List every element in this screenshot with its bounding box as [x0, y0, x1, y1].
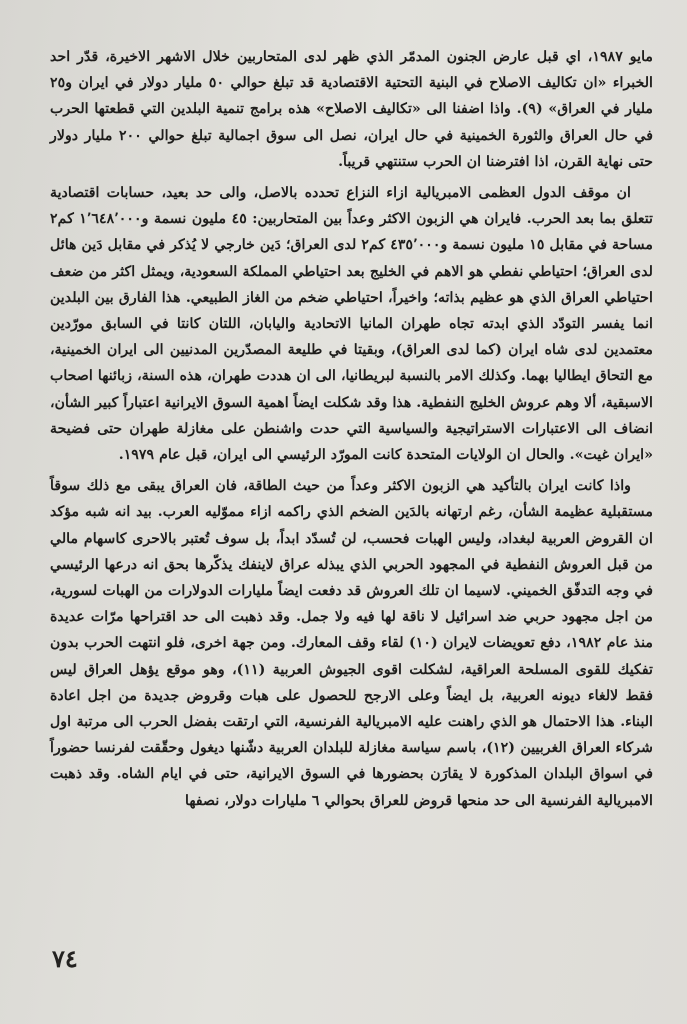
- paragraph-1: مايو ١٩٨٧، اي قبل عارض الجنون المدمّر الذي ظهر لدى المتحاربين خلال الاشهر الاخيرة، قدّر احد الخبراء «ان تكاليف الاصلاح في البنية التحتية الاقتصادية قد تبلغ حوالي ٥٠ مليار دولار في ايران و٢٥ مليار في العراق» (٩). واذا اضفنا الى «تكاليف الاصلاح» هذه برامج تنمية البلدين التي قطعتها الحرب في حال العراق والثورة الخمينية في حال ايران، نصل الى سوق اجمالية تبلغ حوالي ٢٠٠ مليار دولار حتى نهاية القرن، اذا افترضنا ان الحرب ستنتهي قريباً.: [50, 49, 654, 170]
- paragraph-2: ان موقف الدول العظمى الامبريالية ازاء النزاع تحدده بالاصل، والى حد بعيد، حسابات اقتصادية تتعلق بما بعد الحرب. فايران هي الزبون الاكثر وعداً بين المتحاربين: ٤٥ مليون نسمة و١٬٦٤٨٬٠٠٠ كم٢ مساحة في مقابل ١٥ مليون نسمة و٤٣٥٬٠٠٠ كم٢ لدى العراق؛ دَين خارجي لا يُذكر في مقابل دَين هائل لدى العراق؛ احتياطي نفطي هو الاهم في الخليج بعد احتياطي المملكة السعودية، ويمثل اكثر من ضعف احتياطي العراق الذي هو عظيم بذاته؛ واخيراً، احتياطي ضخم من الغاز الطبيعي. هذا الفارق بين البلدين انما يفسر التودّد الذي ابدته تجاه طهران المانيا الاتحادية واليابان، اللتان كانتا في السابق مورّدين معتمدين لدى شاه ايران (كما لدى العراق)، وبقيتا في طليعة المصدّرين المدنيين الى ايران الخمينية، مع التحاق ايطاليا بهما. وكذلك الامر بالنسبة لبريطانيا، الى ان هددت طهران، هذه السنة، زبائنها اصحاب الاسبقية، ألا وهم عروش الخليج النفطية. هذا وقد شكلت ايضاً اهمية السوق الايرانية اعتباراً كبير الشأن، انضاف الى الاعتبارات الاستراتيجية والسياسية التي حدت واشنطن على مغازلة طهران حتى فضيحة «ايران غيت». والحال ان الولايات المتحدة كانت المورّد الرئيسي الى ايران، قبل عام ١٩٧٩.: [50, 185, 653, 464]
- paragraph-3: واذا كانت ايران بالتأكيد هي الزبون الاكثر وعداً من حيث الطاقة، فان العراق يبقى مع ذلك سوقاً مستقبلية عظيمة الشأن، رغم ارتهانه بالدَين الضخم الذي راكمه ازاء مموّليه العرب. بيد انه شبه مؤكد ان القروض العربية لبغداد، وليس الهبات فحسب، لن تُسدّد ابداً، بل سوف تُعتبر بالاحرى كاسهام مالي من قبل العروش النفطية في المجهود الحربي الذي يبذله عراق لاينفك يذكّرها بحق انه درعها الرئيسي في وجه التدفّق الخميني. لاسيما ان تلك العروش قد دفعت ايضاً مليارات الدولارات من الهبات لسورية، من اجل مجهود حربي ضد اسرائيل لا ناقة لها فيه ولا جمل. وقد ذهبت الى حد اقتراحها مرّات عديدة منذ عام ١٩٨٢، دفع تعويضات لايران (١٠) لقاء وقف المعارك. ومن جهة اخرى، فلو انتهت الحرب بدون تفكيك للقوى المسلحة العراقية، لشكلت اقوى الجيوش العربية (١١)، وهو موقع يؤهل العراق ليس فقط لالغاء ديونه العربية، بل ايضاً وعلى الارجح للحصول على هبات وقروض جديدة من اجل اعادة البناء. هذا الاحتمال هو الذي راهنت عليه الامبريالية الفرنسية، التي ارتقت بفضل الحرب الى مرتبة اول شركاء العراق الغربيين (١٢)، باسم سياسة مغازلة للبلدان العربية دشّنها ديغول وحقّقت لفرنسا حضوراً في اسواق البلدان المذكورة لا يقارَن بحضورها في السوق الايرانية، حتى في ايام الشاه. وقد ذهبت الامبريالية الفرنسية الى حد منحها قروض للعراق بحوالي ٦ مليارات دولار، نصفها: [50, 478, 654, 809]
- page-number: ٧٤: [52, 944, 78, 973]
- page-text-body: [50, 44, 653, 814]
